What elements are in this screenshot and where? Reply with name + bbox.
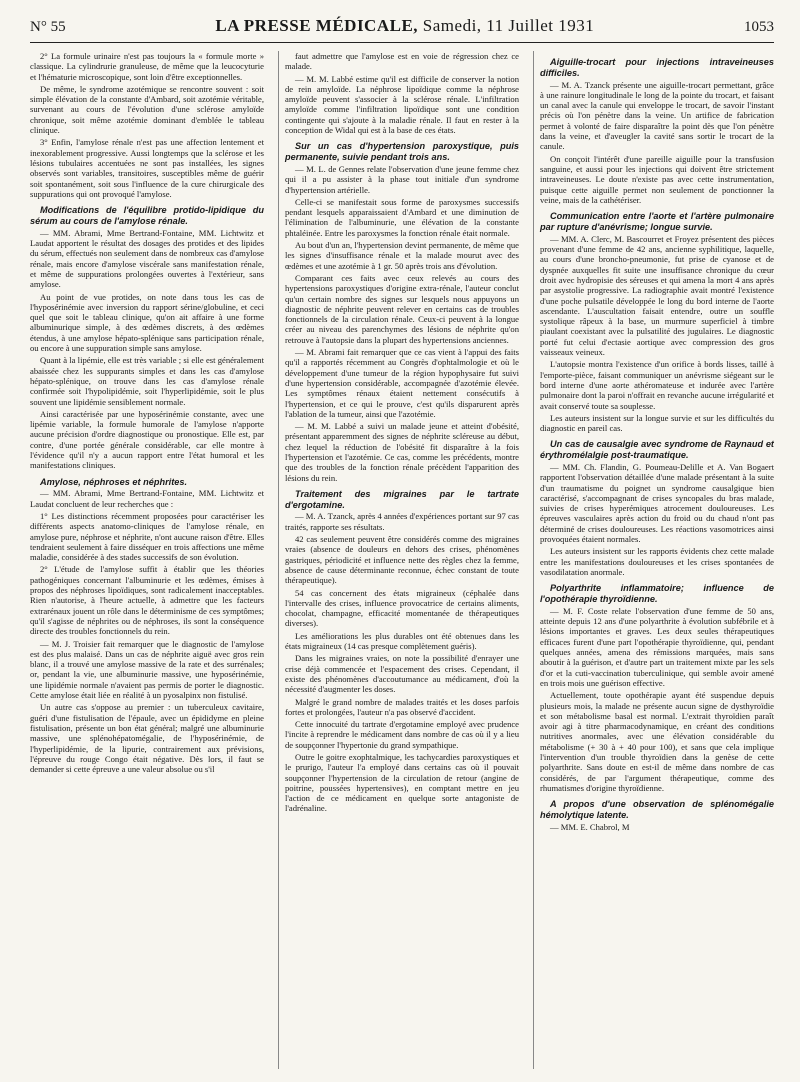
section-title: Polyarthrite inflammatoire; influence de l'opothérapie thyroïdienne.	[540, 583, 774, 605]
paragraph: Comparant ces faits avec ceux relevés au cours des hypertensions paroxystiques d'origine extra-rénale, l'auteur conclut qu'un certain nombre des signes sur lesquels nous appuyons un diagnostic de néphrite peuvent relever en certains cas de troubles fonctionnels de la circulation rénale. Ceux-ci peuvent à la longue créer au niveau des parenchymes des lésions de néphrite qu'on retrouve à l'autopsie dans la plupart des hypertensions anciennes.	[285, 272, 519, 345]
section-title: Modifications de l'équilibre protido-lipidique du sérum au cours de l'amylose rénale.	[30, 205, 264, 226]
paragraph: Quant à la lipémie, elle est très variable ; si elle est généralement abaissée chez les suppurants simples et dans les cas d'amylose hépato-splénique, on trouve dans les cas d'amylose rénale confirmée soit l'hypolipidémie, soit l'hyperlipidémie, soit le plus souvent une lipidémie sensiblement normale.	[30, 355, 264, 407]
section-authors: — MM. A. Clerc, M. Bascourret et Froyez présentent des pièces provenant d'une femme de 42 ans, ancienne syphilitique, laquelle, au cours d'une broncho-pneumonie, fut prise de cyanose et de dyspnée auxquelles fit suite une insuffisance chronique du cœur droit avec hydropisie des séreuses et qui amena la mort 4 ans après par asystolie progressive. La radiographie avait montré l'existence d'une poche pulsatile développée le long du bord interne de l'aorte ascendante. L'auscultation faisait entendre, outre un souffle systolique râpeux à la base, un murmure superficiel à timbre piaulant coexistant avec la pulsatilité des jugulaires. Le diagnostic porté fut celui d'ectasie aortique avec compression des gros vaisseaux veineux.	[540, 233, 774, 358]
section-authors: — MM. Abrami, Mme Bertrand-Fontaine, MM. Lichtwitz et Laudat apportent le résultat des dosages des protides et des lipides du sérum, effectués non seulement dans de nombreux cas d'amylose rénale, mais encore d'amylose viscérale sans manifestation rénale, et même de suppurations prolongées ouvertes à l'extérieur, sans amylose.	[30, 227, 264, 290]
paragraph: Au bout d'un an, l'hypertension devint permanente, de même que les signes d'insuffisance rénale et la malade mourut avec des œdèmes et une azotémie à 1 gr. 50 après trois ans d'évolution.	[285, 240, 519, 271]
paragraph: Actuellement, toute opothérapie ayant été suspendue depuis plusieurs mois, la malade ne présente aucun signe de dysthyroïdie et son métabolisme basal est normal. L'extrait thyroïdien paraît avoir agi à titre pharmacodynamique, en créant des conditions nutritives anormales, avec une élévation considérable du métabolisme (+ 30 à + 40 pour 100), et sans que cela implique l'intervention d'un trouble thyroïdien dans la genèse de cette polyarthrite. Sans doute en est-il de même dans nombre de cas considérés, de par l'argument thérapeutique, comme des rhumatismes d'origine thyroïdienne.	[540, 690, 774, 793]
paragraph: — M. J. Troisier fait remarquer que le diagnostic de l'amylose est des plus malaisé. Dans un cas de néphrite aiguë avec gros rein blanc, il a trouvé une amylose massive de la rate et des surrénales; or, pendant la vie, une albuminurie massive, une hyposérinémie, une lipidémie normale n'avaient pas permis de porter le diagnostic. Cette amylose était liée en réalité à un pyosalpinx non fistulisé.	[30, 638, 264, 701]
paragraph: — M. Abrami fait remarquer que ce cas vient à l'appui des faits qu'il a rapportés récemment au Congrès d'ophtalmologie et où le développement d'une tumeur de la région hypophysaire fut suivi d'une hypertension considérable, accompagnée d'azotémie élevée. Les symptômes rénaux étaient nettement consécutifs à l'hypertension, et ce qui le prouve, c'est qu'ils disparurent après l'ablation de la tumeur, ainsi que l'azotémie.	[285, 347, 519, 419]
section-title: Aiguille-trocart pour injections intraveineuses difficiles.	[540, 57, 774, 78]
section-authors: — M. A. Tzanck présente une aiguille-trocart permettant, grâce à une rainure longitudinale le long de la pointe du trocart, et faisant un canal avec la canule qui enveloppe le trocart, de savoir l'instant précis où l'on pénètre dans la veine. Un artifice de fabrication permet à volonté de faire disparaître la point dès que l'on pénètre dans la veine, et d'aveugler la cavité sans sortir le trocart de la canule.	[540, 79, 774, 152]
paragraph: Outre le goitre exophtalmique, les tachycardies paroxystiques et le prurigo, l'auteur l'a employé dans certains cas où il pouvait soupçonner l'hypertension de la circulation de retour (angine de poitrine, poussées hypertensives), en comptant mettre en jeu l'action de ce médicament en quelque sorte antagoniste de l'adrénaline.	[285, 752, 519, 814]
paragraph: Les améliorations les plus durables ont été obtenues dans les états migraineux (14 cas presque complètement guéris).	[285, 630, 519, 652]
paragraph: De même, le syndrome azotémique se rencontre souvent : soit simple élévation de la constante d'Ambard, soit azotémie véritable, survenant au cours de l'évolution d'une sclérose amyloïde chronique, soit même azotémie dominant d'emblée le tableau clinique.	[30, 83, 264, 136]
paragraph: Les auteurs insistent sur la longue survie et sur les difficultés du diagnostic en pareil cas.	[540, 412, 774, 434]
section-authors: — M. L. de Gennes relate l'observation d'une jeune femme chez qui il a pu assister à la phase tout initiale d'un syndrome d'hypertension artérielle.	[285, 163, 519, 195]
paragraph: — M. M. Labbé estime qu'il est difficile de conserver la notion de rein amyloïde. La néphrose lipoïdique comme la néphrose amyloïde peuvent s'associer à la sclérose rénale. L'infiltration amyloïde comme l'infiltration lipoïdique sont une condition contingente qui s'ajoute à la maladie rénale. Il faut en rester à la conception de Widal qui est à la base de ces états.	[285, 73, 519, 136]
article-columns	[30, 51, 774, 1069]
section-title: Communication entre l'aorte et l'artère pulmonaire par rupture d'anévrisme; longue survie.	[540, 211, 774, 232]
paragraph: L'autopsie montra l'existence d'un orifice à bords lisses, taillé à l'emporte-pièce, faisant communiquer un anévrisme siégeant sur le bord interne d'une aorte athéromateuse et indurée avec l'artère pulmonaire dont la paroi n'offrait en revanche aucune irrégularité et avait conservé toute sa souplesse.	[540, 359, 774, 411]
section-authors: — M. A. Tzanck, après 4 années d'expériences portant sur 97 cas traités, rapporte ses résultats.	[285, 511, 519, 532]
paragraph: Au point de vue protides, on note dans tous les cas de l'hyposérinémie avec inversion du rapport sérine/globuline, et ceci quel que soit le tableau clinique, qu'on ait affaire à une forme albuminurique simple, à des œdèmes discrets, à des œdèmes étendus, à une amylose hépato-splénique sans participation rénale, ou encore à une suppuration simple sans amylose.	[30, 291, 264, 354]
column-2	[278, 51, 519, 1069]
paragraph: 2° La formule urinaire n'est pas toujours la « formule morte » classique. La cylindrurie granuleuse, de même que la leucocyturie et l'hématurie microscopique, sont loin d'être exceptionnelles.	[30, 51, 264, 82]
paragraph: Les auteurs insistent sur les rapports évidents chez cette malade entre les manifestations douloureuses et les crises spontanées de vasodilatation anormale.	[540, 546, 774, 577]
section-authors: — MM. Ch. Flandin, G. Poumeau-Delille et A. Van Bogaert rapportent l'observation détaillée d'une malade présentant à la suite d'un traumatisme du poignet un syndrome causalgique bien caractérisé, s'accompagnant de crises syncopales du bras malade, suivies de crises hyperémiques atrocement douloureuses. Les épreuves vasculaires après action du froid ou du chaud n'ont pas déterminé de crises douloureuses. Les réactions vasomotrices ainsi provoquées étaient normales.	[540, 461, 774, 545]
column-1	[30, 51, 264, 1069]
paragraph: 3° Enfin, l'amylose rénale n'est pas une affection lentement et inexorablement progressive. Aussi longtemps que la sclérose et les lésions tubulaires accentuées ne sont pas installées, les signes observés sont variables, transitoires, susceptibles même de guérir soit spontanément, soit sous l'influence de la cure chirurgicale des suppurations qui ont provoqué l'amylose.	[30, 137, 264, 199]
issue-number: N° 55	[30, 19, 66, 35]
column-3	[533, 51, 774, 1069]
paragraph: 54 cas concernent des états migraineux (céphalée dans l'intervalle des crises, influence provocatrice de certains aliments, chocolat, champagne, efficacité momentanée de thérapeutiques diverses).	[285, 587, 519, 629]
section-authors: — MM. E. Chabrol, M	[550, 821, 630, 832]
paragraph: On conçoit l'intérêt d'une pareille aiguille pour la transfusion sanguine, et aussi pour les injections qui doivent être strictement intraveineuses. Le doute n'existe pas avec cette instrumentation, puisque cette aiguille permet non seulement de ponctionner la veine, mais de la cathétériser.	[540, 153, 774, 205]
paragraph: 1° Les distinctions récemment proposées pour caractériser les différents aspects anatomo-cliniques de l'amylose rénale, en amylose pure, néphrose et néphrite, n'ont aucune raison d'être. Elles tendraient seulement à faire disséquer en trois affections une même maladie, considérée à des stades successifs de son évolution.	[30, 510, 264, 563]
paragraph: Malgré le grand nombre de malades traités et les doses parfois fortes et prolongées, l'auteur n'a pas observé d'accident.	[285, 696, 519, 717]
journal-title-line	[215, 16, 594, 36]
section-title: Un cas de causalgie avec syndrome de Raynaud et érythromélalgie post-traumatique.	[540, 439, 774, 461]
section-title: Traitement des migraines par le tartrate d'ergotamine.	[285, 488, 519, 510]
paragraph: 42 cas seulement peuvent être considérés comme des migraines vraies (absence de douleurs en dehors des crises, phénomènes gastriques, périodicité et influence nette des règles chez la femme, absence de cause déterminante reconnue, échec constant de toute thérapeutique).	[285, 534, 519, 586]
section-title: Sur un cas d'hypertension paroxystique, puis permanente, suivie pendant trois ans.	[285, 141, 519, 163]
paragraph: — M. M. Labbé a suivi un malade jeune et atteint d'obésité, présentant apparemment des signes de néphrite scléreuse au début, chez lequel la réduction de l'obésité fit disparaître à la fois l'hypertension et l'azotémie. Ce cas, comme les précédents, montre que des troubles de la fonction rénale précèdent l'apparition des lésions du rein.	[285, 421, 519, 483]
paragraph: 2° L'étude de l'amylose suffit à établir que les théories pathogéniques concernant l'albuminurie et les œdèmes, émises à propos des néphroses lipoïdiques, sont radicalement inacceptables. Rien n'autorise, à l'heure actuelle, à admettre que les facteurs extrarénaux jouent un rôle dans le déterminisme de ces symptômes; qu'il s'agisse de néphrites ou de néphroses, ils sont la conséquence directe des troubles fonctionnels du rein.	[30, 564, 264, 637]
paragraph: Cette innocuité du tartrate d'ergotamine employé avec prudence l'incite à reprendre le médicament dans nombre de cas où il y a lieu de soupçonner l'hypertonie du grand sympathique.	[285, 719, 519, 750]
section-authors: — M. F. Coste relate l'observation d'une femme de 50 ans, atteinte depuis 12 ans d'une polyarthrite à évolution subfébrile et à lésions importantes et graves. Les deux seules thérapeutiques efficaces furent d'une part l'opothérapie thyroïdienne, qui, pendant quelques années, amena des rémissions marquées, mais sans aboutir à la guérison, et d'autre part un traitement mixte par les sels d'or et la cuti-vaccination tuberculinique, qui semble avoir amené en trois mois une guérison effective.	[540, 605, 774, 688]
section-title: A propos d'une observation de splénomégalie hémolytique latente.	[540, 799, 774, 820]
journal-title: LA PRESSE MÉDICALE,	[215, 16, 419, 35]
paragraph: Dans les migraines vraies, on note la possibilité d'enrayer une crise déjà commencée et l'espacement des crises. Cependant, il existe des phénomènes d'accoutumance au médicament, d'où la nécessité d'augmenter les doses.	[285, 653, 519, 695]
paragraph: Ainsi caractérisée par une hyposérinémie constante, avec une lipémie variable, la formule humorale de l'amylose n'apporte aucune précision d'ordre diagnostique ou pronostique. Elle est, par contre, d'une portée générale considérable, car elle montre à l'évidence qu'il n'y a aucun rapport entre l'état humoral et les manifestations cliniques.	[30, 408, 264, 471]
page-header	[30, 16, 774, 43]
page-number: 1053	[743, 19, 774, 35]
paragraph: Celle-ci se manifestait sous forme de paroxysmes successifs pendant lesquels apparaissaient d'Ambard et une diminution de l'élimination de l'albuminurie, une élévation de la constante phtaléinée. Entre les paroxysmes la fonction rénale était normale.	[285, 196, 519, 238]
section-title: Amylose, néphroses et néphrites.	[40, 476, 188, 487]
issue-date: Samedi, 11 Juillet 1931	[422, 16, 595, 35]
paragraph: faut admettre que l'amylose est en voie de régression chez ce malade.	[285, 51, 519, 72]
section-authors: — MM. Abrami, Mme Bertrand-Fontaine, MM. Lichtwitz et Laudat concluent de leur recherches que :	[30, 488, 264, 509]
paragraph: Un autre cas s'oppose au premier : un tuberculeux cavitaire, guéri d'une fistulisation de l'épaule, avec un épididyme en pleine fistulisation, présente un bon état général; malgré une albuminurie massive, une splénohépatomégalie, de l'hyposérinémie, de l'hyperlipidémie, de la lipurie, contrairement aux prévisions, l'épreuve du rouge Congo était négative. Dès lors, il faut se demander si cette épreuve a une valeur absolue ou s'il	[30, 702, 264, 775]
